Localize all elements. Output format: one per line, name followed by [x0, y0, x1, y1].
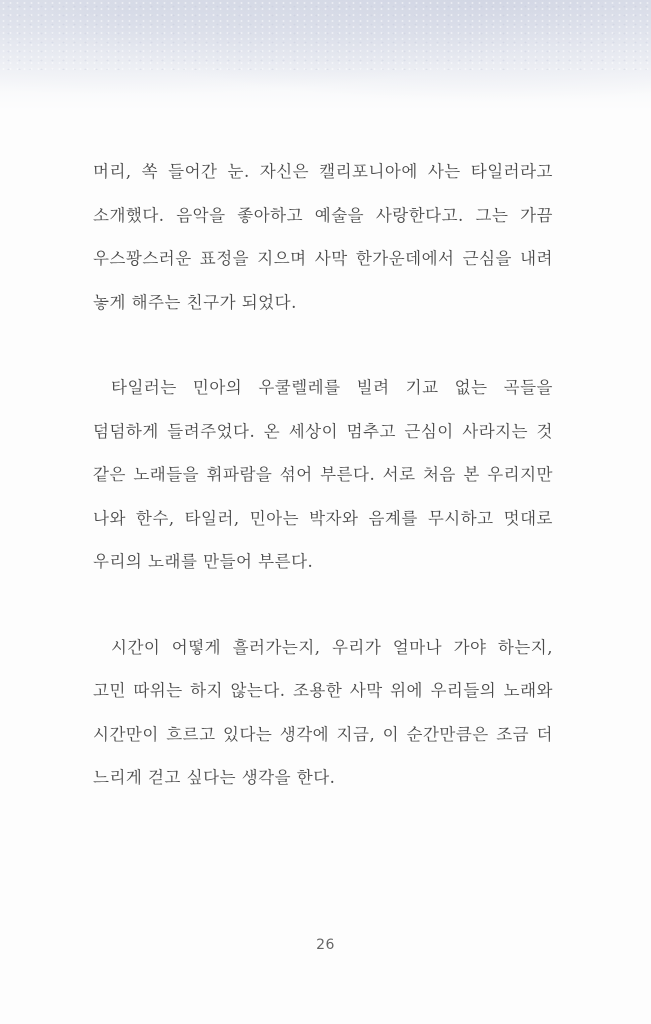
page-number: 26	[316, 937, 335, 953]
paragraph-gap	[93, 324, 553, 366]
paragraph-gap	[93, 584, 553, 626]
paragraph-3: 시간이 어떻게 흘러가는지, 우리가 얼마나 가야 하는지, 고민 따위는 하지 않는다. 조용한 사막 위에 우리들의 노래와 시간만이 흐르고 있다는 생각에 지금, 이 순간만큼은 조금 더 느리게 걷고 싶다는 생각을 한다.	[93, 637, 553, 787]
page-body	[93, 150, 553, 800]
top-paper-speckle	[0, 0, 651, 70]
paragraph-1: 머리, 쏙 들어간 눈. 자신은 캘리포니아에 사는 타일러라고 소개했다. 음악을 좋아하고 예술을 사랑한다고. 그는 가끔 우스꽝스러운 표정을 지으며 사막 한가운데에서 근심을 내려 놓게 해주는 친구가 되었다.	[93, 162, 553, 312]
paragraph-2: 타일러는 민아의 우쿨렐레를 빌려 기교 없는 곡들을 덤덤하게 들려주었다. 온 세상이 멈추고 근심이 사라지는 것 같은 노래들을 휘파람을 섞어 부른다. 서로 처음 본 우리지만 나와 한수, 타일러, 민아는 박자와 음계를 무시하고 멋대로 우리의 노래를 만들어 부른다.	[93, 378, 553, 571]
